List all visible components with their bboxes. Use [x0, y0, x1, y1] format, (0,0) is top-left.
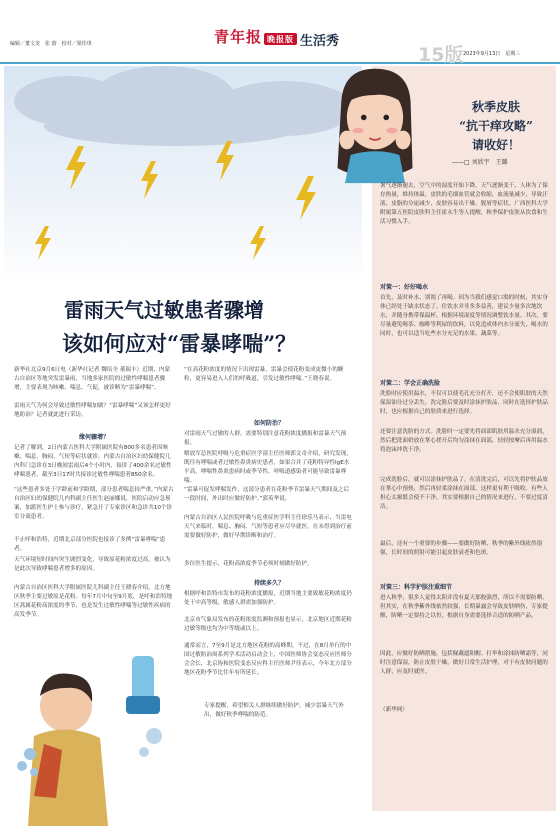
body-paragraph: 雷雨天气为何会导致过敏性哮喘加剧？“雷暴哮喘”又该怎样更好地防治？记者就此进行采访。: [14, 403, 171, 418]
title-line-1: 秋季皮肤: [471, 100, 520, 114]
body-paragraph: 多位医生提示，花粉高浓度季节必须时刻做好防护。: [184, 561, 313, 567]
title-line-2: “抗干痒攻略”: [459, 119, 533, 133]
body-paragraph: “在高花粉浓度的情况下出现雷暴，雷暴会使花粉变成更微小的颗粒，更容易进入人们的呼吸道，引发过敏性哮喘。”王晓春说。: [184, 367, 344, 382]
section-subhead: 持续多久？: [253, 580, 284, 587]
section-subhead: 对策三：科学护肤注重细节: [380, 584, 453, 591]
author-byline: ——□ 刘欣宇 王璐: [452, 159, 508, 166]
body-paragraph: 记者了解到，2日内蒙古医科大学附属医院有800多名患者因咳嗽、喘息、胸闷、气短等症状就诊。内蒙古自治区妇幼保健院儿内科门急诊在3日晚间雷雨后4个小时内，接诊了400余名过敏性哮喘患者，截至3日17时共接诊过敏性哮喘患者850余名。: [14, 445, 172, 478]
body-paragraph: 内蒙古自治区医科大学附属医院儿科副主任王晓春介绍，北方地区秋季主要过敏原是花粉。每年7月中旬至9月底，是呼和浩特地区蒿属花粉高浓度的季节，也是发生过敏性哮喘等过敏性疾病的高发季节。: [14, 585, 173, 618]
body-paragraph: 天气环境短时间内突生剧烈变化，导致原花粉浓度过高，被认为是此次导致哮喘患者增多的原因。: [14, 557, 171, 572]
lightning-bolt-icon: [249, 226, 267, 260]
body-paragraph: 对雷雨天气过敏的人群，需要特别注意花粉浓度播报和雷暴天气预报。: [184, 431, 347, 446]
body-paragraph: 还要注意洗脸的方式。洗脸时一定要先将面部肌肤用温水充分湿润，然后把洗面奶放在掌心搓开后均匀涂抹在面部，轻轻按摩后再用温水将泡沫冲洗干净。: [380, 429, 548, 453]
headline-secondary: 该如何应对“雷暴哮喘”？: [62, 331, 297, 356]
body-paragraph: 不止呼和浩特，近期北京部分医院也接诊了多例“雷暴哮喘”患者。: [14, 537, 166, 552]
inhaler-illustration: [4, 626, 179, 826]
lightning-bolt-icon: [214, 141, 236, 181]
body-paragraph: 最后，还有一个重要的步骤——要做好防晒，秋季的紫外线依然很强，长时间的照射可能引起皮肤衰老和色斑。: [380, 541, 543, 556]
section-subhead: 如何防治？: [253, 420, 284, 427]
skincare-title: [440, 98, 552, 153]
issue-date: 2023年9月13日 星期三: [463, 51, 521, 57]
masthead-name: 青年报: [214, 28, 263, 46]
masthead-tag: 晚报版: [264, 33, 297, 45]
body-paragraph: 因此，应做好防晒措施，包括佩戴遮阳帽、打伞和涂抹防晒霜等，同时注意保湿，防止皮肤干燥，做好日常生活护理，对于有皮肤问题的人群，应及时就医。: [380, 651, 548, 675]
body-paragraph: 解放军总医院呼吸与危重症医学部主任医师郭文奇介绍，研究发现，既往有哮喘或者过敏性鼻炎病史患者，如果合并了花粉特异性IgE水平高，哮喘性鼻炎患病时或季节性、呼吸道感染者可能导致雷暴哮喘。: [184, 451, 352, 484]
girl-skincare-illustration: [330, 64, 420, 184]
body-paragraph: “这些患者多处于学龄前和学龄期，部分患者喘息较严重。”内蒙古自治区妇幼保健院儿内科副主任医生赵丽娜说，医院启动应急预案，加派医生护士参与诊疗，紧急开了专家诊区和急诊共10个诊室分流患者。: [14, 487, 174, 520]
section-subhead: 缘何骤增？: [78, 434, 109, 441]
cloud-shape: [44, 106, 304, 146]
lightning-bolt-icon: [64, 146, 88, 190]
page-number: 15版: [418, 44, 464, 66]
body-paragraph: 通常而言，7至9月是北方地区花粉的高峰期。不过，在8月举行的中国过敏防治周系列学术活动启动会上，中国医师协会变态反应医师分会会长、北京协和医院变态反应科主任医师尹佳表示，今年北方部分地区花粉季节比往年有所延长。: [184, 643, 352, 676]
section-subhead: 对策二：学会正确洗脸: [380, 380, 441, 387]
source-credit: （新华网）: [380, 707, 408, 713]
lead-paragraph: 新华社北京9月6日电（新华社记者 魏培全 董瑞丰）近期，内蒙古自治区等地突发雷暴雨，当地多家医院的过敏性哮喘患者骤增，主要表现为咳嗽、喘息、气促，被诊断为“雷暴哮喘”。: [14, 367, 171, 391]
headline-primary: 雷雨天气过敏患者骤增: [64, 298, 264, 322]
body-paragraph: 完成洗脸后，就可以涂抹护肤品了。在清洗完后，可以先将护肤品放在掌心中预热，然后再轻柔涂抹在面部，这样更有利于吸收。有些人担心太频繁会使不干净，其实要根据自己的情况来进行，不要过度清洁。: [380, 477, 548, 510]
editor-credits: 编辑／董文龙 张 蔚 校对／梁佳琪: [10, 41, 92, 47]
section-subhead: 对策一：好好喝水: [380, 284, 429, 291]
body-paragraph: 专家提醒，希望相关人群继续做好防护，减少雷暴天气外出，做好秋季哮喘的防范。: [204, 703, 344, 718]
body-paragraph: 洗脸时应使用温水，不仅可以使毛孔充分打开，还不会使肌肤的天然保湿油分过分丢失。洗完脸后要及时涂抹护肤品，同时在选择护肤品时，也应根据自己的肤质来进行选择。: [380, 391, 548, 415]
body-paragraph: 进入秋季，很多人觉得太阳并没有夏天那般强烈，所以不需要防晒。但其实，在秋季紫外线依然较强，长期暴露会导致皮肤晒伤，专家提醒，防晒一定要持之以恒，根据自身需要选择合适的防晒产品。: [380, 595, 548, 619]
intro-paragraph: 暑气逐渐褪去，空气中的湿度开始下降，天气逐渐变干，人体为了保存热量，维持体温，皮肤的毛细血管就会收缩，血流量减少，导致汗液、皮脂的分泌减少，皮肤容易出干燥、脱屑等症状。广西医科大学附属第五医院皮肤科主任霍永生等人提醒，秋季保护皮肤从饮食和生活习惯入手。: [380, 183, 548, 225]
body-paragraph: 首先，及时补水，别渴了再喝。因为当我们感觉口渴的时候，其实身体已经处于缺水状态了。住饮水并非多多益善，建议少量多次地饮水，并随身携带保温杯，根据环境湿度等情况调整饮水量。其次，要尽量避免喝茶、咖啡等利尿的饮料，以免造成体内水分流失，喝水的同时，也可以适当吃些水分充足的水果、蔬菜等。: [380, 295, 548, 337]
body-paragraph: 根据呼和浩特市发布的花粉浓度播报，近期当地主要致敏花粉浓度仍处于中高等级，敏感人群需加强防护。: [184, 591, 352, 606]
lightning-bolt-icon: [294, 176, 318, 220]
body-paragraph: 内蒙古自治区人民医院呼吸与危重症医学科主任徐乐马表示，当雷电天气来临时，喘息、胸闷、气短等患者应尽早就医，在未得到治疗前需要做好防护，做好早期诊断和治疗。: [184, 515, 352, 539]
lightning-bolt-icon: [34, 226, 52, 260]
page-header: [0, 0, 560, 64]
body-paragraph: “雷暴可促发哮喘发作，这部分患者在花粉季节雷暴天气期间及之后一段时间，外出时应做好防护。”郭英华说。: [184, 487, 350, 502]
thunderstorm-article: [4, 66, 362, 811]
body-paragraph: 北京市气象局发布的花粉浓度监测和预报也显示，北京地区近期花粉过敏等级也均为中等级或以上。: [184, 617, 352, 632]
section-title: 生活秀: [300, 34, 340, 49]
masthead-logo: [214, 26, 297, 47]
lightning-bolt-icon: [139, 161, 159, 199]
storm-illustration: [4, 66, 362, 286]
title-line-3: 请收好！: [471, 138, 520, 152]
